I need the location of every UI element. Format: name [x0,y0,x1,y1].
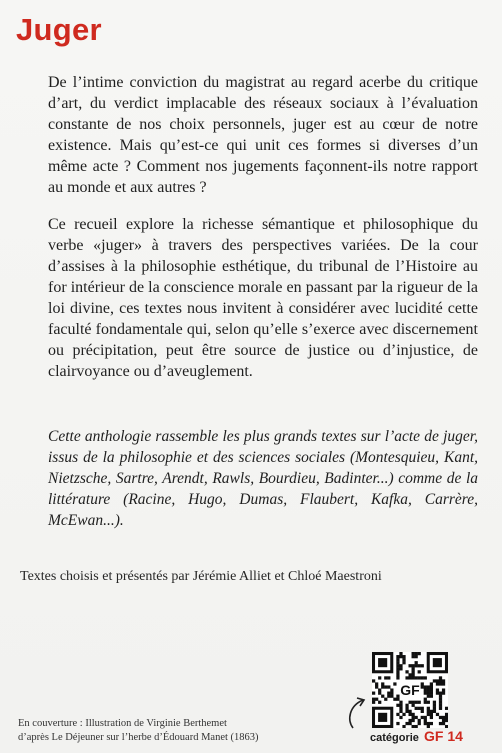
book-title: Juger [16,12,102,47]
qr-center-label: GF [400,682,420,698]
cover-credit-line-2: d’après Le Déjeuner sur l’herbe d’Édouard Manet (1863) [18,732,259,743]
cover-illustration-credit [18,717,278,745]
category-code: GF 14 [423,728,463,744]
blurb-paragraph-1: De l’intime conviction du magistrat au regard acerbe du critique d’art, du verdict implacable des réseaux sociaux à l’évaluation constante de nos choix personnels, juger est au cœur de notre existence. Mais qu’est-ce qui unit ces formes si diverses d’un même acte ? Comment nos jugements façonnent-ils notre rapport au monde et aux autres ? [48,74,478,196]
qr-code-icon [372,652,448,728]
anthology-paragraph: Cette anthologie rassemble les plus grands textes sur l’acte de juger, issus de la philosophie et des sciences sociales (Montesquieu, Kant, Nietzsche, Sartre, Arendt, Rawls, Bourdieu, Badinter...) comme de la littérature (Racine, Hugo, Dumas, Flaubert, Kafka, Carrère, McEwan...). [48,428,478,529]
blurb-paragraph-2: Ce recueil explore la richesse sémantique et philosophique du verbe «juger» à travers des perspectives variées. De la cour d’assises à la philosophie esthétique, du tribunal de l’Histoire au for intérieur de la conscience morale en passant par la rigueur de la loi divine, ces textes nous invitent à considérer avec lucidité cette faculté fondamentale qui, selon qu’elle s’exerce avec discernement ou précipitation, peut être source de justice ou d’injustice, de clairvoyance ou d’aveuglement. [48,216,478,380]
editors-credit: Textes choisis et présentés par Jérémie Alliet et Chloé Maestroni [20,569,382,584]
curved-arrow-icon [343,696,371,730]
category-label: catégorie [370,732,419,744]
category-badge [370,728,463,744]
qr-code[interactable] [372,652,448,728]
cover-credit-line-1: En couverture : Illustration de Virginie Berthemet [18,718,227,729]
